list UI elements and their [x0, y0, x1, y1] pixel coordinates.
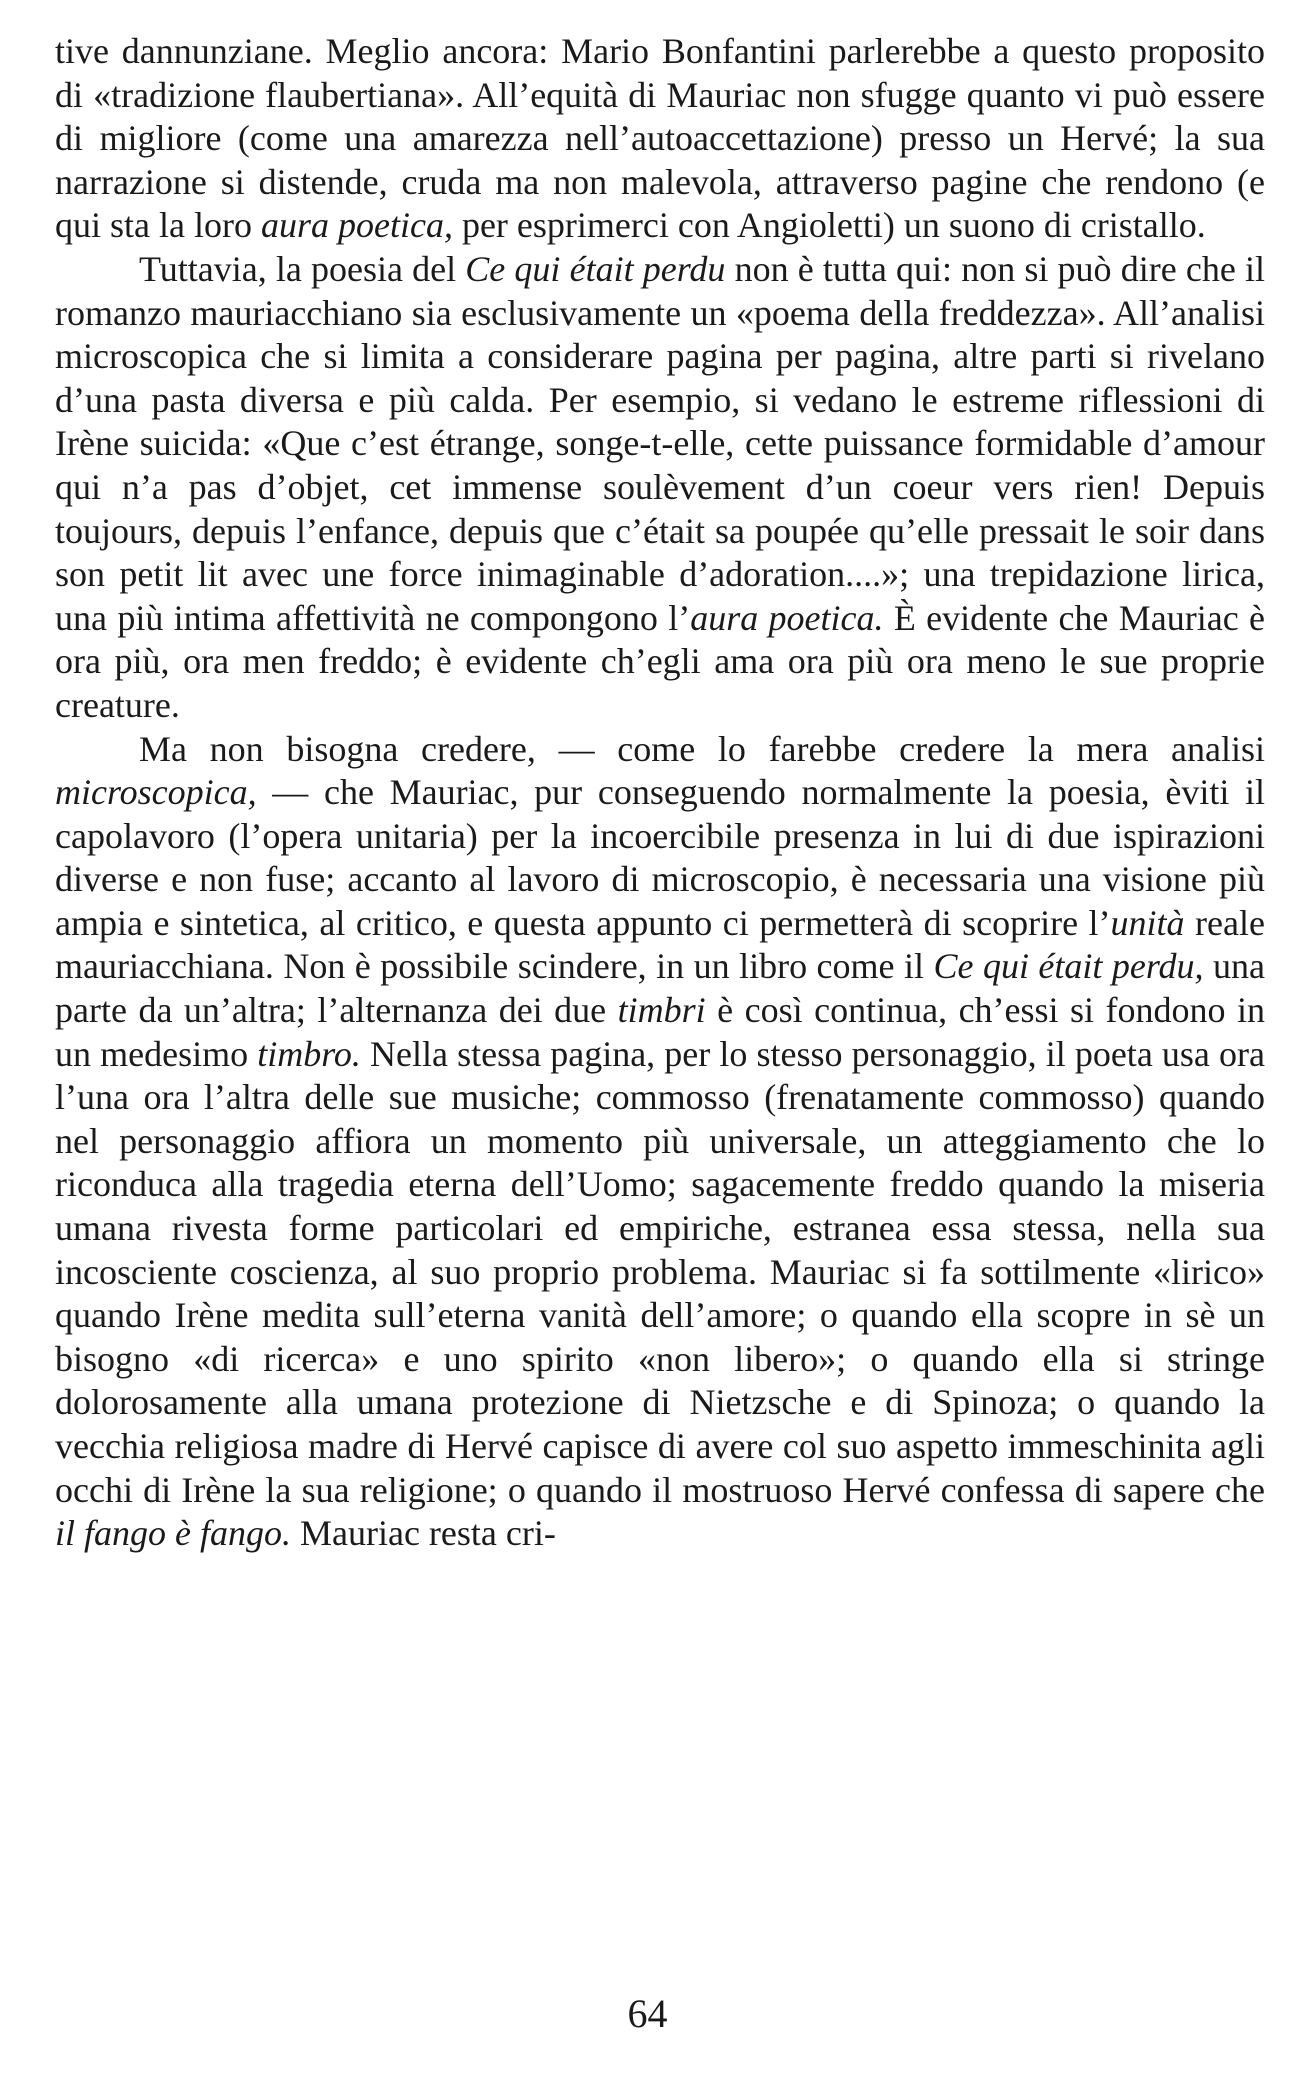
paragraph-3-text-6: Nella stessa pagina, per lo stesso personaggio, il poeta usa ora l’una ora l’altra delle sue musiche; commosso (frenatamente commosso) quando nel personaggio affiora un momento più universale, un atteggiamento che lo riconduca alla tragedia eterna dell’Uomo; sagacemente freddo quando la miseria umana rivesta forme particolari ed empiriche, estranea essa stessa, nella sua incosciente coscienza, al suo proprio problema. Mauriac si fa sottilmente «lirico» quando Irène medita sull’eterna vanità dell’amore; o quando ella scopre in sè un bisogno «di ricerca» e uno spirito «non libero»; o quando ella si stringe dolorosamente alla umana protezione di Nietzsche e di Spinoza; o quando la vecchia religiosa madre di Hervé capisce di avere col suo aspetto immeschinita agli occhi di Irène la sua religione; o quando il mostruoso Hervé confessa di sapere che: [55, 1033, 1265, 1510]
page-body: [55, 30, 1265, 1556]
paragraph-2-text-1: Tuttavia, la poesia del: [139, 248, 466, 289]
paragraph-2-italic-title: Ce qui était perdu: [465, 248, 726, 289]
paragraph-3-italic-timbro: timbro.: [257, 1033, 361, 1074]
paragraph-2-text-2: non è tutta qui: non si può dire che il romanzo mauriacchiano sia esclusivamente un «poema della freddezza». All’analisi microscopica che si limita a considerare pagina per pagina, altre parti si rivelano d’una pasta diversa e più calda. Per esempio, si vedano le estreme riflessioni di Irène suicida: «Que c’est étrange, songe-t-elle, cette puissance formidable d’amour qui n’a pas d’objet, cet immense soulèvement d’un coeur vers rien! Depuis toujours, depuis l’enfance, depuis que c’était sa poupée qu’elle pressait le soir dans son petit lit avec une force inimaginable d’adoration....»; una trepidazione lirica, una più intima affettività ne compongono l’: [55, 248, 1265, 638]
paragraph-3-text-7: Mauriac resta cri-: [291, 1513, 556, 1554]
paragraph-1-text-1: tive dannunziane. Meglio ancora: Mario Bonfantini parlerebbe a questo proposito di «tradizione flaubertiana». All’equità di Mauriac non sfugge quanto vi può essere di migliore (come una amarezza nell’autoaccettazione) presso un Hervé; la sua narrazione si distende, cruda ma non malevola, attraverso pagine che rendono (e qui sta la loro: [55, 31, 1265, 246]
paragraph-2-text-3: È evidente che Mauriac è ora più, ora men freddo; è evidente ch’egli ama ora più ora meno le sue proprie creature.: [55, 597, 1265, 725]
paragraph-3-italic-microscopica: microscopica,: [55, 772, 257, 813]
paragraph-3-italic-unita: unità: [1110, 902, 1185, 943]
paragraph-1-italic-aura-poetica: aura poetica,: [260, 205, 453, 246]
paragraph-3-text-1: Ma non bisogna credere, — come lo farebbe credere la mera analisi: [139, 728, 1265, 769]
page-number: 64: [627, 1991, 668, 2036]
paragraph-3: [55, 728, 1265, 1556]
paragraph-1-text-2: per esprimerci con Angioletti) un suono di cristallo.: [452, 205, 1206, 246]
paragraph-1: [55, 30, 1265, 248]
paragraph-3-text-5: è così continua, ch’essi si fondono in un medesimo: [55, 990, 1266, 1074]
paragraph-3-italic-fango: il fango è fango.: [55, 1513, 291, 1554]
paragraph-3-text-4: una parte da un’altra; l’alternanza dei due: [55, 946, 1265, 1031]
paragraph-3-italic-title: Ce qui était perdu,: [933, 946, 1204, 987]
paragraph-3-italic-timbri: timbri: [617, 990, 706, 1031]
paragraph-3-text-2: — che Mauriac, pur conseguendo normalmente la poesia, èviti il capolavoro (l’opera unitaria) per la incoercibile presenza in lui di due ispirazioni diverse e non fuse; accanto al lavoro di microscopio, è necessaria una visione più ampia e sintetica, al critico, e questa appunto ci permetterà di scoprire l’: [55, 772, 1265, 943]
paragraph-2: [55, 248, 1265, 728]
paragraph-3-text-3: reale mauriacchiana. Non è possibile scindere, in un libro come il: [55, 902, 1265, 987]
paragraph-2-italic-aura-poetica: aura poetica.: [690, 597, 884, 638]
